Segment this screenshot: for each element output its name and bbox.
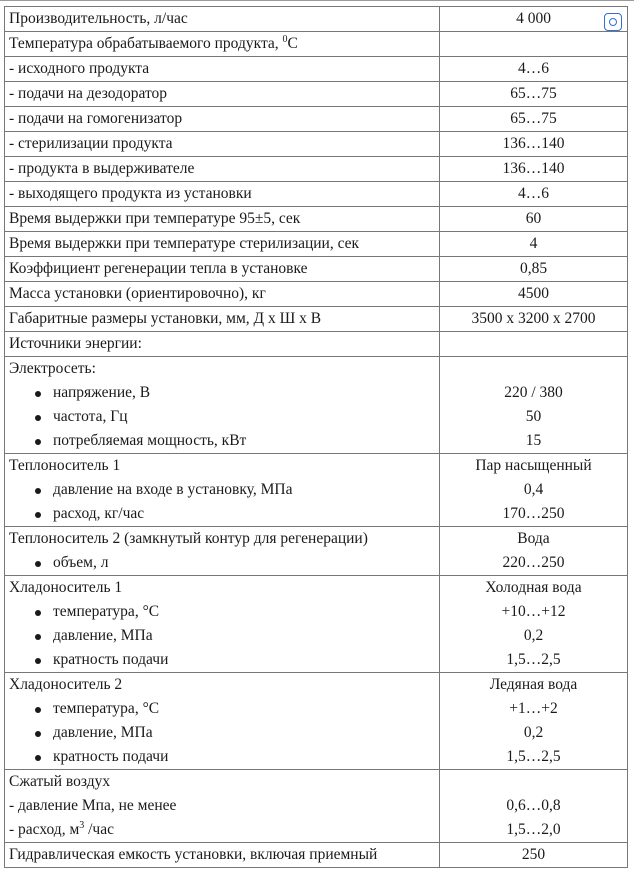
electro-title: Электросеть: <box>9 360 96 377</box>
param-value: 0,6…0,8 <box>506 797 561 814</box>
cool2-title: Хладоноситель 2 <box>9 676 123 693</box>
param-value: 50 <box>525 408 542 425</box>
air-values <box>440 770 628 843</box>
param-value: 65…75 <box>440 82 628 107</box>
table-row <box>5 82 628 107</box>
param-value: 0,2 <box>523 724 544 741</box>
cool2-names <box>5 673 440 770</box>
table-row <box>5 57 628 82</box>
table-row <box>5 32 628 57</box>
cool2-values <box>440 673 628 770</box>
param-name: Коэффициент регенерации тепла в установке <box>5 257 440 282</box>
cool2-type: Ледяная вода <box>489 676 578 693</box>
list-item: температура, °С <box>9 600 435 624</box>
param-value: 170…250 <box>502 505 565 522</box>
param-name: Гидравлическая емкость установки, включая приемный <box>5 843 440 868</box>
heat2-values <box>440 527 628 576</box>
param-value <box>440 32 628 57</box>
air-pressure-label: - давление Мпа, не менее <box>9 797 177 814</box>
param-value: 0,85 <box>440 257 628 282</box>
table-row <box>5 157 628 182</box>
cool1-title: Хладоноситель 1 <box>9 579 123 596</box>
table-row-heat2 <box>5 527 628 576</box>
heat2-type: Вода <box>517 530 550 547</box>
param-value: 1,5…2,0 <box>506 821 561 838</box>
param-value: 4…6 <box>440 182 628 207</box>
table-row <box>5 843 628 868</box>
param-value: 15 <box>525 432 542 449</box>
list-item: давление на входе в установку, МПа <box>9 478 435 502</box>
param-value: 4500 <box>440 282 628 307</box>
list-item: кратность подачи <box>9 745 435 769</box>
param-value: 4…6 <box>440 57 628 82</box>
heat1-type: Пар насыщенный <box>475 457 592 474</box>
air-flow-label: - расход, $м^3$ /час <box>9 819 114 838</box>
param-value: 0,4 <box>523 481 544 498</box>
table-row-cool2 <box>5 673 628 770</box>
list-item: давление, МПа <box>9 721 435 745</box>
table-row <box>5 7 628 32</box>
param-name: - подачи на дезодоратор <box>5 82 440 107</box>
param-name: Источники энергии: <box>5 332 440 357</box>
top-divider <box>0 0 634 1</box>
table-row <box>5 307 628 332</box>
list-item: частота, Гц <box>9 405 435 429</box>
param-value: 3500 х 3200 х 2700 <box>440 307 628 332</box>
param-value: +10…+12 <box>501 603 566 620</box>
param-name: Время выдержки при температуре стерилизации, сек <box>5 232 440 257</box>
table-row <box>5 207 628 232</box>
air-names <box>5 770 440 843</box>
param-value: 220…250 <box>502 554 565 571</box>
list-item: температура, °С <box>9 697 435 721</box>
table-row <box>5 257 628 282</box>
visual-search-icon[interactable] <box>604 13 622 31</box>
list-item: потребляемая мощность, кВт <box>9 429 435 453</box>
param-name: - подачи на гомогенизатор <box>5 107 440 132</box>
table-row-heat1 <box>5 454 628 527</box>
param-name: Масса установки (ориентировочно), кг <box>5 282 440 307</box>
list-item: объем, л <box>9 551 435 575</box>
heat2-title: Теплоноситель 2 (замкнутый контур для регенерации) <box>9 530 368 547</box>
param-value: 136…140 <box>440 132 628 157</box>
param-value: 0,2 <box>523 627 544 644</box>
param-value: 4 000 <box>440 7 628 32</box>
param-name: - выходящего продукта из установки <box>5 182 440 207</box>
air-title: Сжатый воздух <box>9 773 111 790</box>
param-name: Время выдержки при температуре 95±5, сек <box>5 207 440 232</box>
heat1-title: Теплоноситель 1 <box>9 457 121 474</box>
heat1-names <box>5 454 440 527</box>
param-name: - стерилизации продукта <box>5 132 440 157</box>
param-value: 250 <box>440 843 628 868</box>
list-item: кратность подачи <box>9 648 435 672</box>
param-name: Температура обрабатываемого продукта, $^0$С <box>5 32 440 57</box>
list-item: давление, МПа <box>9 624 435 648</box>
table-row-air <box>5 770 628 843</box>
table-row <box>5 332 628 357</box>
param-value: 4 <box>440 232 628 257</box>
param-value: 220 / 380 <box>504 384 563 401</box>
param-value: +1…+2 <box>509 700 558 717</box>
specs-table <box>4 6 628 868</box>
param-name: - исходного продукта <box>5 57 440 82</box>
param-value: 1,5…2,5 <box>506 748 561 765</box>
param-value: 1,5…2,5 <box>506 651 561 668</box>
param-name: Габаритные размеры установки, мм, Д х Ш х В <box>5 307 440 332</box>
cool1-type: Холодная вода <box>485 579 582 596</box>
table-row <box>5 107 628 132</box>
table-row <box>5 132 628 157</box>
param-value <box>440 332 628 357</box>
param-value: 65…75 <box>440 107 628 132</box>
heat2-names <box>5 527 440 576</box>
list-item: напряжение, В <box>9 381 435 405</box>
table-row-electro <box>5 357 628 454</box>
param-name: Производительность, л/час <box>5 7 440 32</box>
table-row-cool1 <box>5 576 628 673</box>
param-value: 136…140 <box>440 157 628 182</box>
param-name: - продукта в выдерживателе <box>5 157 440 182</box>
table-row <box>5 182 628 207</box>
list-item: расход, кг/час <box>9 502 435 526</box>
cool1-names <box>5 576 440 673</box>
table-row <box>5 282 628 307</box>
electro-names <box>5 357 440 454</box>
electro-values <box>440 357 628 454</box>
param-value: 60 <box>440 207 628 232</box>
heat1-values <box>440 454 628 527</box>
cool1-values <box>440 576 628 673</box>
table-row <box>5 232 628 257</box>
